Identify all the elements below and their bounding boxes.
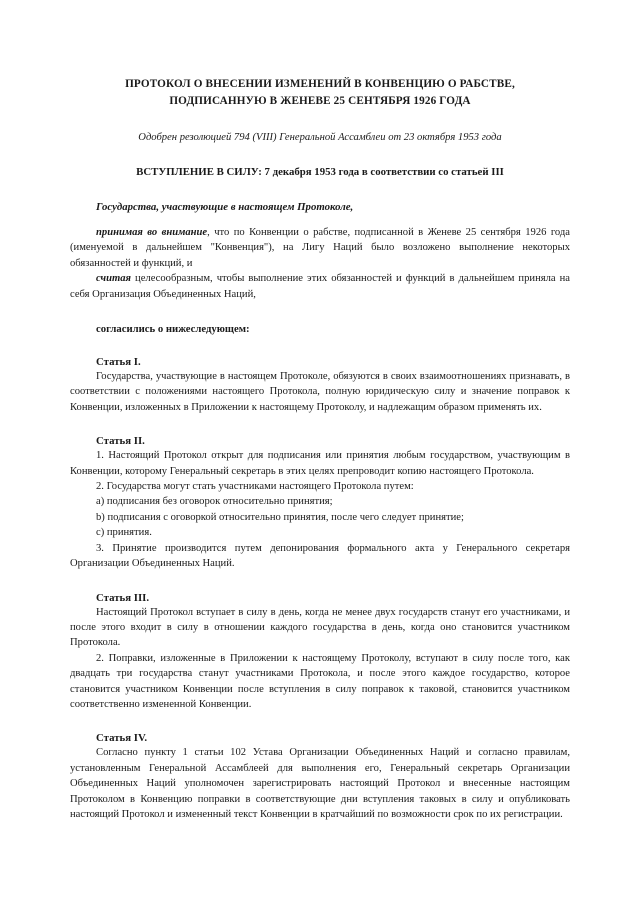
page-title-line-2: ПОДПИСАННУЮ В ЖЕНЕВЕ 25 СЕНТЯБРЯ 1926 ГОДА xyxy=(169,94,471,107)
preamble-clause-2-lead: считая xyxy=(96,273,132,285)
article-2-paragraph-2: 2. Государства могут стать участниками настоящего Протокола путем: xyxy=(96,481,414,493)
article-3-paragraph-2: 2. Поправки, изложенные в Приложении к настоящему Протоколу, вступают в силу после того, как двадцать три государства станут участниками Протокола, и после этого каждое государство, которое становится участником Конвенции после вступления в силу поправок к таковой, становится участником соответственно измененной Конвенции. xyxy=(70,652,570,710)
list-item: a) подписания без оговорок относительно принятия; xyxy=(96,496,333,508)
article-heading-2: Статья II. xyxy=(96,435,145,448)
preamble-clause-1 xyxy=(70,214,570,271)
preamble-clause-1-text: , что по Конвенции о рабстве, подписанной в Женеве 25 сентября 1926 года (именуемой в дальнейшем "Конвенция"), на Лигу Наций было возложено выполнение некоторых обязанностей и функций, и xyxy=(70,227,570,269)
article-4-paragraph-1: Согласно пункту 1 статьи 102 Устава Организации Объединенных Наций и согласно правилам, установленным Генеральной Ассамблеей для выполнения его, Генеральный секретарь Организации Объединенных Наций уполномочен зарегистрировать настоящий Протокол и внесенные настоящим Протоколом в Конвенцию поправки в соответствующие дни вступления таковых в силу и опубликовать настоящий Протокол и измененный текст Конвенции в кратчайший по возможности срок по их регистрации. xyxy=(70,747,570,820)
preamble-clause-2 xyxy=(70,271,570,302)
article-heading-1: Статья I. xyxy=(96,356,141,369)
document-content xyxy=(70,76,570,822)
article-2-paragraph-1: 1. Настоящий Протокол открыт для подписания или принятия любым государством, участвующим в Конвенции, которому Генеральный секретарь в этих целях препроводит копию настоящего Протокола. xyxy=(70,450,570,477)
page-title xyxy=(70,76,570,109)
preamble-clause-1-lead: принимая во внимание xyxy=(96,227,208,238)
article-2-paragraph-3: 3. Принятие производится путем депонирования формального акта у Генерального секретаря Организации Объединенных Наций. xyxy=(70,542,570,570)
list-item: c) принятия. xyxy=(96,527,152,539)
page-title-line-1: ПРОТОКОЛ О ВНЕСЕНИИ ИЗМЕНЕНИЙ В КОНВЕНЦИЮ О РАБСТВЕ, xyxy=(125,78,515,90)
preamble-lead: Государства, участвующие в настоящем Протоколе, xyxy=(96,201,354,213)
article-3-paragraph-1: Настоящий Протокол вступает в силу в день, когда не менее двух государств станут его участниками, и после этого входит в силу в отношении каждого государства в день, когда оно становится участником Протокола. xyxy=(70,606,570,649)
preamble-clause-2-text: целесообразным, чтобы выполнение этих обязанностей и функций в дальнейшем приняла на себя Организация Объединенных Наций, xyxy=(70,273,570,300)
approval-note: Одобрен резолюцией 794 (VIII) Генеральной Ассамблеи от 23 октября 1953 года xyxy=(138,132,502,143)
article-heading-4: Статья IV. xyxy=(96,732,148,745)
article-1-paragraph-1: Государства, участвующие в настоящем Протоколе, обязуются в своих взаимоотношениях признавать, в соответствии с положениями настоящего Протокола, полную юридическую силу и значение поправок к Конвенции, изложенных в Приложении к настоящему Протоколу, и надлежащим образом применять их. xyxy=(70,371,570,413)
entry-into-force-note: ВСТУПЛЕНИЕ В СИЛУ: 7 декабря 1953 года в соответствии со статьей III xyxy=(136,166,504,178)
agreed-line: согласились о нижеследующем: xyxy=(96,323,250,336)
article-heading-3: Статья III. xyxy=(96,591,150,604)
list-item: b) подписания с оговоркой относительно принятия, после чего следует принятие; xyxy=(96,511,464,523)
